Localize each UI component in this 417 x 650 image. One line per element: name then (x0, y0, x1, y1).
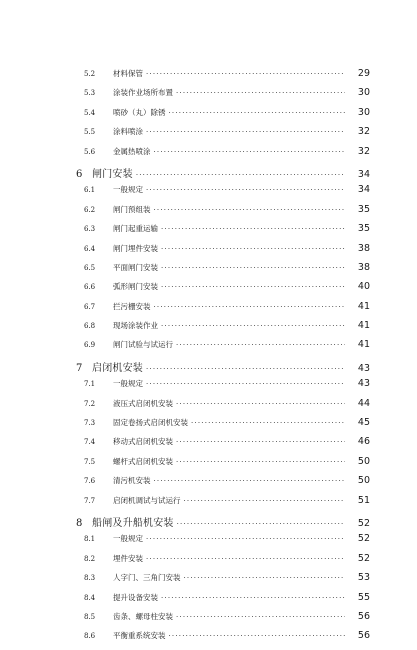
toc-entry-6-6[interactable] (70, 281, 370, 300)
toc-entry-8-2[interactable] (70, 553, 370, 572)
toc-chapter-number: 7 (76, 362, 83, 374)
toc-entry-number: 6.2 (84, 205, 96, 214)
toc-chapter-title: 船闸及升船机安装 (92, 517, 174, 529)
toc-entry-title: 弧形闸门安装 (113, 282, 158, 292)
toc-entry-7-4[interactable] (70, 436, 370, 455)
leader-dots (161, 264, 345, 272)
toc-entry-number: 8.1 (84, 535, 96, 544)
toc-entry-page: 41 (357, 339, 370, 351)
leader-dots (177, 520, 345, 528)
toc-entry-number: 6.6 (84, 283, 96, 292)
toc-entry-number: 5.2 (84, 70, 96, 78)
toc-entry-number: 8.5 (84, 612, 96, 621)
toc-entry-title: 闸门预组装 (113, 204, 151, 214)
toc-entry-title: 一般规定 (113, 534, 143, 544)
toc-entry-6-1[interactable] (70, 184, 370, 203)
leader-dots (161, 594, 345, 602)
toc-entry-number: 5.6 (84, 147, 96, 156)
toc-entry-page: 41 (357, 300, 370, 312)
toc-chapter-6[interactable] (70, 165, 370, 184)
toc-chapter-7[interactable] (70, 359, 370, 378)
toc-entry-number: 8.4 (84, 593, 96, 602)
leader-dots (184, 497, 346, 505)
leader-dots (146, 535, 345, 543)
toc-entry-6-3[interactable] (70, 223, 370, 242)
toc-entry-page: 44 (357, 397, 370, 409)
toc-entry-5-6[interactable] (70, 146, 370, 165)
toc-entry-6-4[interactable] (70, 243, 370, 262)
toc-entry-page: 35 (357, 223, 370, 235)
toc-entry-page: 40 (357, 281, 370, 293)
toc-entry-6-9[interactable] (70, 339, 370, 358)
toc-entry-number: 7.1 (84, 380, 96, 389)
toc-entry-page: 34 (357, 168, 370, 180)
toc-entry-number: 8.6 (84, 632, 96, 641)
toc-entry-number: 6.9 (84, 341, 96, 350)
toc-chapter-8[interactable] (70, 514, 370, 533)
leader-dots (146, 380, 345, 388)
toc-entry-page: 53 (357, 572, 370, 584)
leader-dots (176, 613, 345, 621)
toc-entry-number: 6.5 (84, 263, 96, 272)
toc-entry-number: 5.3 (84, 89, 96, 98)
leader-dots (146, 186, 345, 194)
toc-entry-page: 50 (357, 475, 370, 487)
leader-dots (146, 555, 345, 563)
toc-entry-title: 埋件安装 (113, 553, 143, 563)
toc-entry-8-1[interactable] (70, 533, 370, 552)
toc-entry-title: 一般规定 (113, 379, 143, 389)
toc-entry-title: 清污机安装 (113, 476, 151, 486)
toc-entry-6-7[interactable] (70, 301, 370, 320)
toc-entry-page: 46 (357, 436, 370, 448)
toc-entry-page: 55 (357, 591, 370, 603)
toc-entry-number: 8.3 (84, 574, 96, 583)
leader-dots (146, 128, 345, 136)
toc-entry-number: 8.2 (84, 554, 96, 563)
toc-entry-page: 52 (357, 517, 370, 529)
toc-entry-6-2[interactable] (70, 204, 370, 223)
toc-entry-title: 闸门起重运输 (113, 224, 158, 234)
toc-entry-page: 41 (357, 320, 370, 332)
leader-dots (154, 206, 346, 214)
leader-dots (191, 419, 345, 427)
toc-entry-title: 螺杆式启闭机安装 (113, 456, 173, 466)
leader-dots (169, 109, 346, 117)
toc-entry-number: 7.5 (84, 457, 96, 466)
toc-entry-7-5[interactable] (70, 456, 370, 475)
leader-dots (169, 632, 346, 640)
toc-entry-title: 平衡重系统安装 (113, 631, 166, 641)
toc-entry-number: 7.3 (84, 419, 96, 428)
toc-entry-number: 7.6 (84, 477, 96, 486)
toc-entry-number: 5.5 (84, 128, 96, 137)
toc-entry-page: 38 (357, 261, 370, 273)
toc-entry-title: 现场涂装作业 (113, 321, 158, 331)
toc-entry-page: 38 (357, 242, 370, 254)
toc-entry-7-7[interactable] (70, 495, 370, 514)
toc-entry-title: 平面闸门安装 (113, 262, 158, 272)
toc-entry-page: 35 (357, 203, 370, 215)
toc-entry-page: 51 (357, 494, 370, 506)
toc-entry-title: 固定卷扬式启闭机安装 (113, 418, 188, 428)
toc-entry-5-2[interactable] (70, 68, 370, 87)
toc-entry-title: 涂装作业场所布置 (113, 88, 173, 98)
toc-entry-page: 43 (357, 362, 370, 374)
leader-dots (176, 438, 345, 446)
toc-entry-8-3[interactable] (70, 572, 370, 591)
toc-entry-page: 43 (357, 378, 370, 390)
toc-entry-5-3[interactable] (70, 87, 370, 106)
leader-dots (176, 89, 345, 97)
toc-entry-6-8[interactable] (70, 320, 370, 339)
toc-entry-page: 32 (357, 145, 370, 157)
leader-dots (176, 458, 345, 466)
toc-entry-title: 涂料喷涂 (113, 127, 143, 137)
toc-chapter-title: 闸门安装 (92, 168, 133, 180)
toc-entry-number: 7.7 (84, 496, 96, 505)
toc-entry-6-5[interactable] (70, 262, 370, 281)
toc-entry-8-5[interactable] (70, 611, 370, 630)
toc-entry-page: 30 (357, 106, 370, 118)
toc-entry-page: 50 (357, 455, 370, 467)
toc-chapter-title: 启闭机安装 (92, 362, 143, 374)
toc-entry-number: 6.4 (84, 244, 96, 253)
toc-entry-title: 喷砂（丸）除锈 (113, 107, 166, 117)
toc-entry-number: 6.8 (84, 322, 96, 331)
toc-entry-title: 材料保管 (113, 69, 143, 78)
toc-entry-title: 闸门埋件安装 (113, 243, 158, 253)
toc-entry-page: 52 (357, 533, 370, 545)
toc-entry-title: 移动式启闭机安装 (113, 437, 173, 447)
toc-entry-page: 45 (357, 417, 370, 429)
toc-entry-title: 启闭机调试与试运行 (113, 495, 181, 505)
toc-entry-number: 7.4 (84, 438, 96, 447)
toc-entry-number: 6.7 (84, 302, 96, 311)
toc-entry-page: 30 (357, 87, 370, 99)
leader-dots (176, 341, 345, 349)
toc-entry-5-5[interactable] (70, 126, 370, 145)
toc-entry-page: 52 (357, 552, 370, 564)
toc-entry-8-6[interactable] (70, 630, 370, 649)
leader-dots (161, 245, 345, 253)
toc-entry-title: 一般规定 (113, 185, 143, 195)
leader-dots (154, 477, 346, 485)
toc-entry-7-6[interactable] (70, 475, 370, 494)
leader-dots (184, 574, 346, 582)
leader-dots (146, 365, 345, 373)
toc-entry-number: 5.4 (84, 108, 96, 117)
toc-entry-title: 金属热喷涂 (113, 146, 151, 156)
toc-entry-7-2[interactable] (70, 398, 370, 417)
toc-entry-page: 34 (357, 184, 370, 196)
toc-entry-title: 闸门试验与试运行 (113, 340, 173, 350)
toc-entry-number: 6.1 (84, 186, 96, 195)
toc-entry-7-1[interactable] (70, 378, 370, 397)
toc-entry-page: 32 (357, 126, 370, 138)
toc-entry-title: 拦污栅安装 (113, 301, 151, 311)
toc-entry-5-4[interactable] (70, 107, 370, 126)
leader-dots (154, 148, 346, 156)
leader-dots (146, 70, 345, 78)
leader-dots (154, 303, 346, 311)
leader-dots (161, 283, 345, 291)
toc-entry-7-3[interactable] (70, 417, 370, 436)
toc-entry-number: 7.2 (84, 399, 96, 408)
toc-chapter-number: 6 (76, 168, 83, 180)
toc-entry-title: 液压式启闭机安装 (113, 398, 173, 408)
toc-entry-page: 56 (357, 610, 370, 622)
toc-entry-page: 29 (357, 68, 370, 79)
leader-dots (161, 322, 345, 330)
leader-dots (176, 400, 345, 408)
toc-entry-8-4[interactable] (70, 592, 370, 611)
toc-entry-title: 人字门、三角门安装 (113, 573, 181, 583)
leader-dots (161, 225, 345, 233)
toc-entry-number: 6.3 (84, 225, 96, 234)
table-of-contents (70, 68, 370, 650)
leader-dots (136, 171, 345, 179)
toc-entry-title: 齿条、螺母柱安装 (113, 611, 173, 621)
toc-entry-page: 56 (357, 630, 370, 642)
toc-chapter-number: 8 (76, 517, 83, 529)
toc-entry-title: 提升设备安装 (113, 592, 158, 602)
